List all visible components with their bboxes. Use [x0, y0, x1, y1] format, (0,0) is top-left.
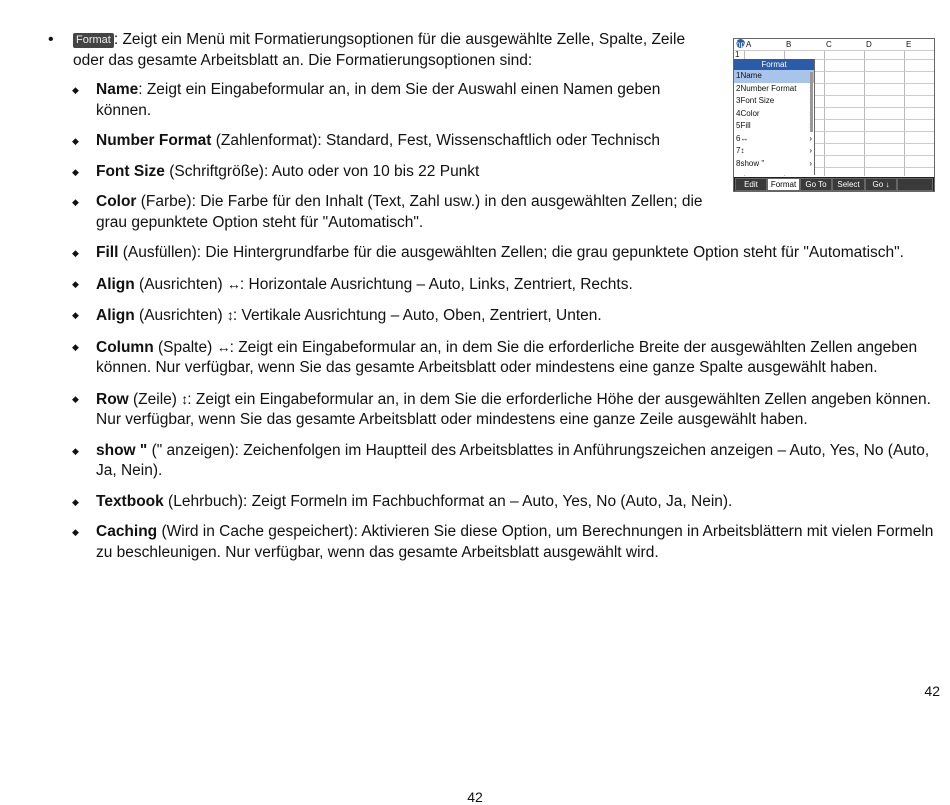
list-bullet: ◆ [72, 341, 79, 352]
menu-item-fill[interactable]: 5Fill [734, 120, 814, 133]
horizontal-arrow-icon: ↔ [226, 275, 240, 292]
intro-bullet: • [48, 31, 54, 48]
list-item-show-quotes [72, 441, 942, 482]
list-item-fill [72, 243, 942, 264]
description: : Zeigt ein Eingabeformular an, in dem Sie die erforderliche Breite der ausgewählten Zellen angeben können. Nur verfügbar, wenn Sie das gesamte Arbeitsblatt oder mindestens eine ganze Spalte ausgewählt haben. [96, 338, 918, 376]
page-number-right: 42 [924, 683, 940, 699]
menu-item-name[interactable]: 1Name [734, 70, 814, 83]
column-header-c: C [826, 40, 832, 49]
list-item-row [72, 389, 942, 431]
term-translation: (Ausrichten) [134, 275, 227, 293]
list-bullet: ◆ [72, 85, 79, 95]
list-bullet: ◆ [72, 496, 79, 507]
softkey-edit[interactable]: Edit [735, 178, 767, 191]
term: Name [96, 81, 139, 98]
list-item-caching [72, 522, 942, 563]
list-bullet: ◆ [72, 248, 79, 258]
term: Number Format [96, 132, 212, 149]
list-item-align-horizontal [72, 274, 942, 296]
description: (Lehrbuch): Zeigt Formeln im Fachbuchformat an – Auto, Yes, No (Auto, Ja, Nein). [163, 492, 733, 510]
spreadsheet-column-header [734, 39, 934, 50]
format-softkey-label: Format [73, 33, 114, 48]
format-menu [734, 59, 815, 175]
description: (Wird in Cache gespeichert): Aktivieren Sie diese Option, um Berechnungen in Arbeitsblättern mit vielen Formeln zu beschleunigen. Nur verfügbar, wenn das gesamte Arbeitsblatt ausgewählt wird. [96, 523, 934, 561]
format-menu-title: Format [734, 59, 814, 70]
calculator-screenshot [733, 38, 935, 192]
list-bullet: ◆ [72, 166, 79, 177]
softkey-empty[interactable] [897, 178, 933, 191]
column-header-a: A [746, 40, 752, 49]
term: show " [96, 441, 148, 459]
list-bullet: ◆ [72, 393, 79, 404]
term: Color [96, 193, 137, 210]
description: (Ausfüllen): Die Hintergrundfarbe für die ausgewählten Zellen; die grau gepunktete Option steht für "Automatisch". [118, 244, 904, 261]
list-item-column [72, 337, 942, 379]
menu-item-align-vertical[interactable]: 7↕ › [734, 145, 814, 158]
description: : Zeigt ein Eingabeformular an, in dem Sie die erforderliche Höhe der ausgewählten Zellen angeben können. Nur verfügbar, wenn Sie das gesamte Arbeitsblatt oder mindestens eine ganze Zeile ausgewählt haben. [96, 390, 931, 428]
vertical-arrow-icon: ↕ [226, 307, 233, 323]
column-header-d: D [866, 40, 872, 49]
term: Font Size [96, 162, 165, 180]
term: Row [96, 390, 129, 408]
list-bullet: ◆ [72, 278, 79, 289]
row-header-1: 1 [735, 50, 740, 59]
term-translation: (Ausrichten) [134, 307, 227, 324]
menu-item-number-format[interactable]: 2Number Format [734, 83, 814, 96]
list-bullet: ◆ [72, 527, 79, 537]
intro-text: : Zeigt ein Menü mit Formatierungsoptionen für die ausgewählte Zelle, Spalte, Zeile oder das gesamte Arbeitsblatt an. Die Formatierungsoptionen sind: [73, 31, 686, 69]
description: : Horizontale Ausrichtung – Auto, Links, Zentriert, Rechts. [239, 275, 633, 293]
term: Caching [96, 523, 158, 540]
list-item-textbook [72, 492, 942, 513]
description: : Vertikale Ausrichtung – Auto, Oben, Zentriert, Unten. [232, 307, 602, 324]
term: Textbook [96, 492, 164, 510]
softkey-bar [734, 177, 934, 191]
chevron-right-icon: › [809, 133, 812, 143]
list-bullet: ◆ [72, 197, 79, 207]
term: Align [96, 307, 135, 324]
term: Fill [96, 244, 119, 261]
page-number-footer: 42 [467, 789, 483, 805]
list-bullet: ◆ [72, 136, 79, 146]
vertical-arrow-icon: ↕ [181, 390, 188, 407]
column-header-b: B [786, 40, 792, 49]
menu-item-color[interactable]: 4Color [734, 108, 814, 121]
softkey-select[interactable]: Select [832, 178, 865, 191]
list-bullet: ◆ [72, 310, 79, 320]
chevron-right-icon: › [809, 146, 812, 155]
horizontal-arrow-icon: ↔ [216, 338, 230, 355]
list-item-color [72, 192, 942, 233]
description: (Zahlenformat): Standard, Fest, Wissenschaftlich oder Technisch [211, 132, 660, 149]
description: (Schriftgröße): Auto oder von 10 bis 22 Punkt [164, 162, 480, 180]
menu-item-show-quotes[interactable]: 8show " › [734, 158, 814, 171]
softkey-go-to[interactable]: Go To [800, 178, 832, 191]
menu-item-font-size[interactable]: 3Font Size [734, 95, 814, 108]
column-header-e: E [906, 40, 912, 49]
description: : Zeigt ein Eingabeformular an, in dem Sie der Auswahl einen Namen geben können. [96, 81, 661, 119]
list-bullet: ◆ [72, 445, 79, 456]
intro-paragraph [48, 30, 688, 71]
term-translation: (Zeile) [128, 390, 182, 408]
term-translation: (Spalte) [153, 338, 217, 356]
term: Column [96, 338, 154, 356]
softkey-format[interactable]: Format [767, 178, 800, 191]
term: Align [96, 275, 135, 293]
chevron-right-icon: › [809, 158, 812, 168]
menu-scrollbar[interactable] [810, 72, 813, 132]
softkey-go-down[interactable]: Go ↓ [865, 178, 897, 191]
menu-item-align-horizontal[interactable]: 6↔ › [734, 133, 814, 146]
description: (" anzeigen): Zeichenfolgen im Hauptteil des Arbeitsblattes in Anführungszeichen anzeigen – Auto, Yes, No (Auto, Ja, Nein). [96, 441, 930, 479]
description: (Farbe): Die Farbe für den Inhalt (Text, Zahl usw.) in den ausgewählten Zellen; die grau gepunktete Option steht für "Automatisch". [96, 193, 703, 231]
hp-logo-icon: hp [736, 40, 745, 49]
list-item-align-vertical [72, 305, 942, 327]
